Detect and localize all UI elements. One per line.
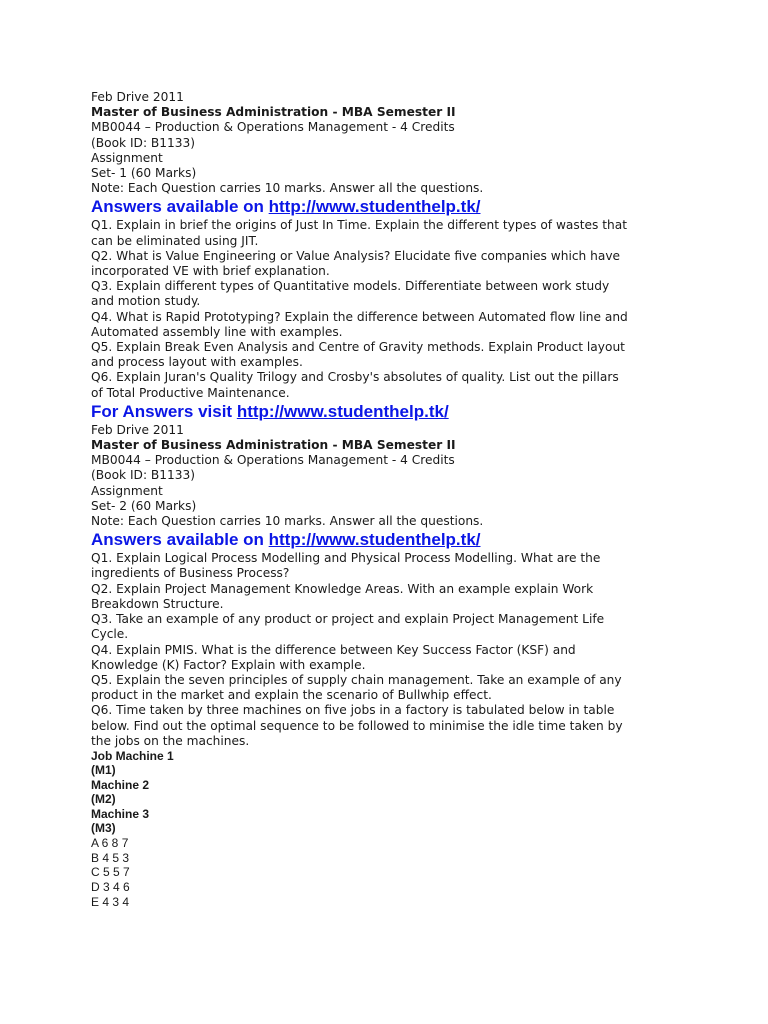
table-header: Job Machine 1: [91, 748, 174, 763]
table-row: E 4 3 4: [91, 894, 130, 909]
course-title: MB0044 – Production & Operations Management - 4 Credits: [91, 120, 455, 135]
question-1: Q1. Explain in brief the origins of Just In Time. Explain the different types of wastes that can be eliminated using JIT.: [91, 218, 627, 248]
set-label: Set- 2 (60 Marks): [91, 498, 197, 513]
question-4: Q4. Explain PMIS. What is the difference between Key Success Factor (KSF) and Knowledge (K) Factor? Explain with example.: [91, 642, 576, 672]
table-header: (M1): [91, 763, 116, 778]
question-6: Q6. Explain Juran's Quality Trilogy and Crosby's absolutes of quality. List out the pillars of Total Productive Maintenance.: [91, 370, 619, 400]
table-header: Machine 2: [91, 777, 150, 792]
question-3: Q3. Explain different types of Quantitative models. Differentiate between work study and motion study.: [91, 279, 610, 309]
visit-promo: [91, 401, 731, 423]
table-row: C 5 5 7: [91, 865, 130, 880]
question-1: Q1. Explain Logical Process Modelling and Physical Process Modelling. What are the ingredients of Business Process?: [91, 551, 601, 581]
table-header: (M2): [91, 792, 116, 807]
set2-block: [91, 423, 731, 749]
promo-text: Answers available on: [91, 530, 269, 550]
question-2: Q2. Explain Project Management Knowledge Areas. With an example explain Work Breakdown Structure.: [91, 581, 594, 611]
question-5: Q5. Explain the seven principles of supply chain management. Take an example of any product in the market and explain the scenario of Bullwhip effect.: [91, 672, 622, 703]
table-row: A 6 8 7: [91, 835, 129, 850]
note-text: Note: Each Question carries 10 marks. Answer all the questions.: [91, 514, 484, 529]
table-header: (M3): [91, 821, 116, 836]
question-4: Q4. What is Rapid Prototyping? Explain the difference between Automated flow line and Automated assembly line with examples.: [91, 309, 628, 339]
answers-promo: [91, 529, 731, 551]
document-page: [91, 90, 731, 909]
question-3: Q3. Take an example of any product or project and explain Project Management Life Cycle.: [91, 612, 605, 642]
promo-link[interactable]: http://www.studenthelp.tk/: [268, 530, 481, 550]
set1-block: [91, 90, 731, 401]
book-id: (Book ID: B1133): [91, 135, 196, 150]
assignment-label: Assignment: [91, 483, 163, 498]
visit-text: For Answers visit: [91, 401, 237, 421]
promo-text: Answers available on: [91, 197, 269, 217]
answers-promo: [91, 196, 731, 218]
question-5: Q5. Explain Break Even Analysis and Centre of Gravity methods. Explain Product layout and process layout with examples.: [91, 340, 625, 370]
table-row: D 3 4 6: [91, 880, 130, 895]
machine-table: [91, 749, 731, 910]
note-text: Note: Each Question carries 10 marks. Answer all the questions.: [91, 181, 484, 196]
drive-label: Feb Drive 2011: [91, 90, 184, 104]
visit-link[interactable]: http://www.studenthelp.tk/: [236, 401, 449, 421]
program-title: Master of Business Administration - MBA Semester II: [91, 438, 456, 453]
assignment-label: Assignment: [91, 150, 163, 165]
promo-link[interactable]: http://www.studenthelp.tk/: [268, 197, 481, 217]
question-2: Q2. What is Value Engineering or Value Analysis? Elucidate five companies which have incorporated VE with brief explanation.: [91, 248, 621, 279]
program-title: Master of Business Administration - MBA Semester II: [91, 105, 456, 120]
table-row: B 4 5 3: [91, 850, 130, 865]
set-label: Set- 1 (60 Marks): [91, 166, 197, 181]
table-header: Machine 3: [91, 806, 150, 821]
drive-label: Feb Drive 2011: [91, 422, 184, 437]
book-id: (Book ID: B1133): [91, 468, 196, 483]
course-title: MB0044 – Production & Operations Management - 4 Credits: [91, 453, 455, 468]
question-6: Q6. Time taken by three machines on five jobs in a factory is tabulated below in table below. Find out the optimal sequence to be followed to minimise the idle time taken by the jobs on the machines.: [91, 703, 623, 748]
